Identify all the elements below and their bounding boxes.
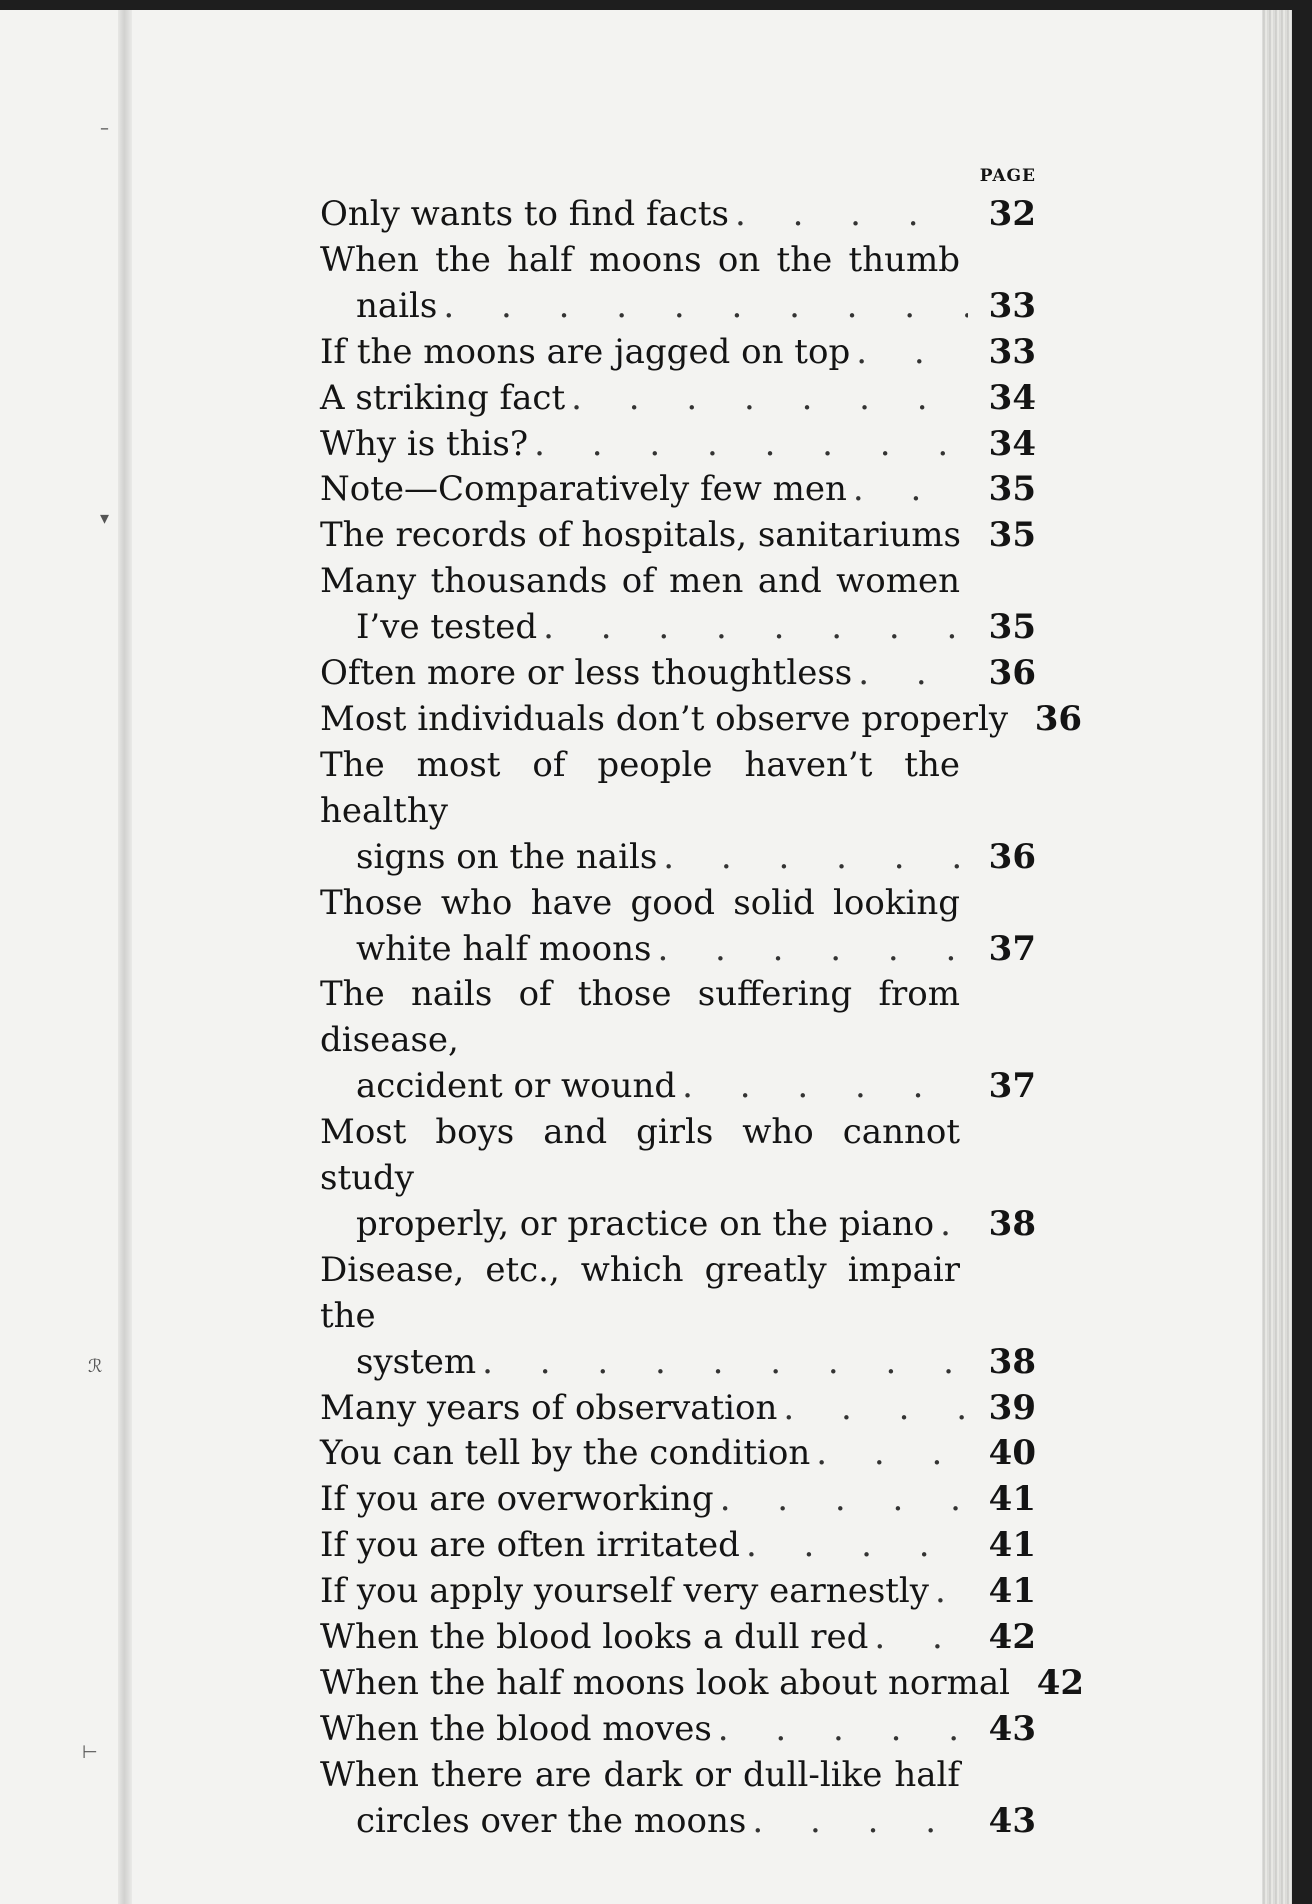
- toc-page-number: 39: [988, 1387, 1036, 1428]
- toc-entry-title: Most individuals don’t observe properly: [320, 698, 1009, 739]
- toc-entry-line: [320, 1799, 1036, 1845]
- toc-page-number: 43: [988, 1708, 1036, 1749]
- toc-entry-line: [320, 1523, 1036, 1569]
- toc-entry-title: When the half moons look about normal: [320, 1663, 1011, 1703]
- toc-entry-line: [320, 238, 1036, 284]
- toc-entry-line: [320, 1615, 1036, 1661]
- toc-page-number: 41: [988, 1571, 1036, 1612]
- dot-leader: [720, 1477, 968, 1523]
- toc-page-number: 42: [988, 1617, 1036, 1658]
- margin-mark: ℛ: [88, 1356, 103, 1377]
- dot-leader: [858, 651, 968, 697]
- table-of-contents: [320, 160, 1085, 1845]
- toc-entry-line: [320, 559, 1036, 605]
- margin-mark: ⊢: [82, 1742, 98, 1763]
- toc-entry-line: [320, 743, 1036, 835]
- toc-entry-title: Why is this?: [320, 423, 529, 464]
- toc-entry-line: [320, 1569, 1036, 1615]
- toc-entries: [320, 192, 1085, 1845]
- toc-entry: [320, 1477, 1036, 1523]
- toc-entry: [320, 972, 1036, 1110]
- toc-entry: [320, 743, 1036, 881]
- toc-entry-line: [320, 1386, 1036, 1432]
- dot-leader: [940, 1202, 968, 1248]
- toc-entry-title: I’ve tested: [356, 607, 538, 648]
- toc-entry-line: [320, 1661, 1085, 1707]
- dot-leader: [856, 330, 968, 376]
- dot-leader: [443, 284, 968, 330]
- toc-entry-line: [320, 422, 1036, 468]
- toc-page-number: 40: [988, 1433, 1036, 1474]
- toc-entry-title: Note—Comparatively few men: [320, 469, 847, 510]
- dot-leader: [746, 1523, 968, 1569]
- toc-page-number: 35: [988, 607, 1036, 648]
- toc-entry-title: The most of people haven’t the healthy: [320, 744, 960, 831]
- dot-leader: [752, 1799, 968, 1845]
- dot-leader: [853, 467, 968, 513]
- toc-page-number: 35: [988, 515, 1036, 556]
- toc-page-number: 36: [1034, 698, 1083, 739]
- toc-entry-title: Many years of observation: [320, 1387, 778, 1428]
- toc-entry-line: [320, 1477, 1036, 1523]
- toc-entry-line: [320, 1248, 1036, 1340]
- dot-leader: [735, 192, 968, 238]
- toc-entry: [320, 238, 1036, 330]
- toc-entry-title: properly, or practice on the piano: [356, 1203, 935, 1244]
- toc-entry-title: The nails of those suffering from disease,: [320, 974, 960, 1061]
- toc-entry: [320, 1661, 1085, 1707]
- toc-page-number: 33: [988, 285, 1036, 326]
- toc-entry-title: You can tell by the condition: [320, 1433, 811, 1474]
- toc-entry: [320, 376, 1036, 422]
- toc-entry: [320, 1569, 1036, 1615]
- toc-page-number: 43: [988, 1800, 1036, 1841]
- toc-entry: [320, 330, 1036, 376]
- toc-page-number: 37: [988, 928, 1036, 969]
- toc-entry-title: Most boys and girls who cannot study: [320, 1112, 960, 1199]
- dot-leader: [874, 1615, 968, 1661]
- page-gutter: [118, 10, 132, 1904]
- toc-entry-title: Those who have good solid looking: [320, 882, 960, 923]
- toc-entry: [320, 467, 1036, 513]
- toc-entry-line: [320, 972, 1036, 1064]
- toc-entry-title: When the blood looks a dull red: [320, 1617, 869, 1658]
- toc-page-number: 41: [988, 1479, 1036, 1520]
- toc-entry-line: [320, 651, 1036, 697]
- toc-entry: [320, 422, 1036, 468]
- dot-leader: [935, 1569, 968, 1615]
- toc-entry-title: system: [356, 1341, 477, 1382]
- toc-entry-title: If you are often irritated: [320, 1525, 740, 1566]
- page-column-heading: PAGE: [979, 166, 1036, 186]
- dot-leader: [783, 1386, 968, 1432]
- toc-page-number: 36: [988, 653, 1036, 694]
- toc-page-number: 32: [988, 194, 1036, 234]
- toc-page-number: 34: [988, 423, 1036, 464]
- toc-page-number: 35: [988, 469, 1036, 510]
- dot-leader: [967, 513, 968, 559]
- dot-leader: [482, 1340, 968, 1386]
- toc-entry-title: When the blood moves: [320, 1708, 712, 1749]
- toc-entry-title: Only wants to find facts: [320, 194, 729, 234]
- toc-entry-line: [320, 881, 1036, 927]
- dot-leader: [534, 422, 968, 468]
- toc-entry-line: [320, 927, 1036, 973]
- toc-entry: [320, 559, 1036, 651]
- toc-entry-title: Many thousands of men and women: [320, 561, 960, 602]
- toc-entry-title: When the half moons on the thumb: [320, 239, 960, 280]
- toc-entry: [320, 1615, 1036, 1661]
- dot-leader: [682, 1064, 968, 1110]
- dot-leader: [718, 1707, 968, 1753]
- dot-leader: [816, 1431, 968, 1477]
- toc-entry: [320, 1707, 1036, 1753]
- dot-leader: [663, 835, 968, 881]
- toc-page-number: 37: [988, 1066, 1036, 1107]
- toc-entry-line: [320, 1753, 1036, 1799]
- toc-entry-title: If you apply yourself very earnestly: [320, 1571, 930, 1612]
- toc-entry-line: [320, 284, 1036, 330]
- toc-entry: [320, 513, 1036, 559]
- margin-mark: ▾: [100, 508, 110, 529]
- toc-entry-title: circles over the moons: [356, 1800, 747, 1841]
- toc-entry-line: [320, 467, 1036, 513]
- toc-entry-title: The records of hospitals, sanitariums: [320, 515, 961, 556]
- toc-entry-title: nails: [356, 285, 438, 326]
- page-edge: [1262, 10, 1292, 1904]
- toc-entry-title: accident or wound: [356, 1066, 677, 1107]
- toc-page-number: 34: [988, 377, 1036, 418]
- toc-entry-line: [320, 605, 1036, 651]
- toc-entry: [320, 1523, 1036, 1569]
- toc-entry-line: [320, 1340, 1036, 1386]
- toc-entry-line: [320, 376, 1036, 422]
- toc-entry-title: If the moons are jagged on top: [320, 331, 851, 372]
- toc-entry-title: signs on the nails: [356, 836, 658, 877]
- toc-entry-line: [320, 1431, 1036, 1477]
- toc-entry-title: Often more or less thoughtless: [320, 653, 853, 694]
- toc-entry: [320, 881, 1036, 973]
- toc-page-number: 38: [988, 1203, 1036, 1244]
- toc-entry: [320, 1753, 1036, 1845]
- toc-entry-line: [320, 1202, 1036, 1248]
- toc-entry: [320, 1431, 1036, 1477]
- toc-entry-line: [320, 1110, 1036, 1202]
- toc-entry-line: [320, 697, 1083, 743]
- toc-page-number: 42: [1036, 1663, 1085, 1703]
- toc-entry-line: [320, 513, 1036, 559]
- toc-page-number: 36: [988, 836, 1036, 877]
- toc-entry: [320, 651, 1036, 697]
- toc-entry-title: When there are dark or dull-like half: [320, 1754, 960, 1795]
- margin-mark: –: [100, 118, 109, 139]
- toc-page-number: 41: [988, 1525, 1036, 1566]
- toc-page-number: 38: [988, 1341, 1036, 1382]
- toc-entry-title: A striking fact: [320, 377, 566, 418]
- toc-entry-title: Disease, etc., which greatly impair the: [320, 1249, 960, 1336]
- toc-entry: [320, 192, 1036, 238]
- dot-leader: [657, 927, 968, 973]
- book-page: [0, 10, 1292, 1904]
- toc-entry-line: [320, 192, 1036, 238]
- toc-entry-title: white half moons: [356, 928, 652, 969]
- toc-entry-title: If you are overworking: [320, 1479, 714, 1520]
- toc-entry-line: [320, 1707, 1036, 1753]
- toc-entry-line: [320, 835, 1036, 881]
- toc-entry: [320, 1110, 1036, 1248]
- toc-entry-line: [320, 1064, 1036, 1110]
- dot-leader: [543, 605, 968, 651]
- toc-entry-line: [320, 330, 1036, 376]
- dot-leader: [571, 376, 968, 422]
- toc-entry: [320, 697, 1083, 743]
- toc-entry: [320, 1386, 1036, 1432]
- toc-entry: [320, 1248, 1036, 1386]
- toc-page-number: 33: [988, 331, 1036, 372]
